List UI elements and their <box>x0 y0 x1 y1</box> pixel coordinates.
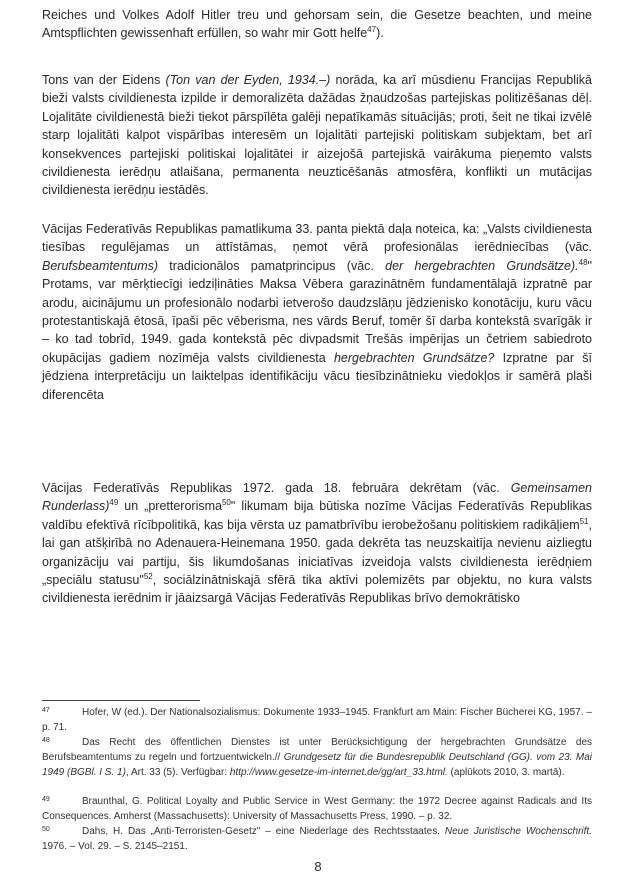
footnote-text: (aplūkots 2010, 3. martā). <box>447 766 565 778</box>
footnote-text: Braunthal, G. Political Loyalty and Public Service in West Germany: the 1972 Decree against Radicals and Its Consequences. Amherst (Massachusetts): University of Massachusetts Press, 1990. – p. 32. <box>42 796 592 822</box>
footnote-49 <box>42 795 592 825</box>
paragraph-eyden <box>42 71 592 200</box>
footnote-separator <box>42 700 200 701</box>
text-run: " likumam bija būtiska nozīme Vācijas Federatīvās Republikas valdību efektīvā rīcībpolitikā, kas bija vērsta uz pamatbrīvību ierobežošanu politiskiem radikāļiem <box>42 499 592 532</box>
italic-run: hergebrachten Grundsätze? <box>333 350 495 365</box>
footnote-ref-50[interactable]: 50 <box>221 498 231 508</box>
page-number: 8 <box>314 859 322 874</box>
footnote-52 <box>42 841 592 842</box>
italic-run <box>92 841 105 842</box>
footnote-link[interactable]: http://www.gesetze-im-internet.de/gg/art_33.html. <box>229 766 448 778</box>
footnote-ref-48[interactable]: 48 <box>578 257 588 267</box>
footnote-number: 48 <box>42 737 50 744</box>
paragraph-grundgesetz <box>42 220 592 404</box>
text-run: Reiches und Volkes Adolf Hitler treu und gehorsam sein, die Gesetze beachten, und meine Amtspflichten gewissenhaft erfüllen, so wahr mir Gott helfe <box>42 8 592 41</box>
footnote-text: , Art. 33 (5). Verfügbar: <box>125 766 230 778</box>
text-run: tradicionālos pamatprincipus (vāc. <box>158 258 386 273</box>
italic-run: Grundgesetz für die Bundesrepublik Deutschland (GG). vom 23. Mai 1949 (BGBl. I S. 1) <box>42 751 592 778</box>
footnote-text <box>43 841 92 842</box>
text-run: Vācijas Federatīvās Republikas pamatlikuma 33. panta piektā daļa noteica, ka: „Valsts civildienesta tiesības regulējamas un attīstāmas, ņemot vērā profesionālas ierēdniecības (vāc. <box>42 222 592 255</box>
italic-run <box>177 841 190 842</box>
text-run: un „pretterorisma <box>118 499 222 514</box>
footnote-number: 47 <box>42 707 50 714</box>
text-run: , lai gan atšķirībā no Adenauera-Heinemana 1950. gada dekrēta tas neuzskaitīja nevienu aizliegtu organizāciju vai partiju, šis likumdošanas iniciatīvas izveidoja valsts civildienesta ierēdņiem „speciālu statusu" <box>42 517 592 588</box>
footnote-overflow <box>42 840 592 858</box>
footnote-ref-52[interactable]: 52 <box>143 571 153 581</box>
text-run: Tons van der Eidens <box>42 73 166 87</box>
footnote-47 <box>42 706 592 736</box>
italic-run: Neue Juristische Wochenschrift. <box>444 826 592 837</box>
italic-run: der hergebrachten Grundsätze). <box>385 258 579 273</box>
footnote-text: Dahs, H. Das „Anti-Terroristen-Gesetz" – eine Niederlage des Rechtsstaates. <box>82 826 445 837</box>
text-run: , sociālzinātniskajā sfērā tika aktīvi polemizēts par objektu, no kura valsts civildienesta ierēdnim ir jāaizsargā Vācijas Federatīvās Republikas brīvo demokrātisko <box>42 573 592 606</box>
paragraph-oath-quote <box>42 6 592 43</box>
footnote-text: Hofer, W (ed.). Der Nationalsozialismus: Dokumente 1933–1945. Frankfurt am Main: Fischer Bücherei KG, 1957. – p. 71. <box>42 707 592 733</box>
italic-run: Gemeinsamen Runderlass) <box>42 481 592 514</box>
text-run: Izpratne par šī jēdziena interpretāciju un laiktelpas identifikāciju vācu tiesībzinātnieku viedokļos ir samērā plaši diferencēta <box>42 350 592 402</box>
footnote-number: 49 <box>42 796 50 803</box>
footnote-text <box>105 841 177 842</box>
footnote-48 <box>42 736 592 780</box>
paragraph-1972-decree <box>42 479 592 608</box>
footnote-ref-47[interactable]: 47 <box>367 25 377 35</box>
italic-run: (Ton van der Eyden, 1934.–) <box>165 73 331 87</box>
italic-run: Berufsbeamtentums) <box>42 258 159 273</box>
text-run: ). <box>376 26 384 41</box>
text-run: " Protams, var mērķtiecīgi iedziļināties Maksa Vēbera garazinātnēm fundamentālajā izpratnē par arodu, aicinājumu un profesionālo nodarbi ietverošo daudzslāņu jēdzienisko konotāciju, kuru vācu protestantiskajā ētosā, īpaši pēc vēberisma, nes vārds Beruf, tomēr šī darba kontekstā svarīgāk ir – ko tad tobrīd, 1949. gada kontekstā pēc divpadsmit Trešās impērijas un četriem sabiedroto okupācijas gadiem nozīmēja valsts civildienesta <box>42 258 592 365</box>
text-run: norāda, ka arī mūsdienu Francijas Republikā bieži valsts civildienesta izpilde ir demoralizēta dažādas žņaudzošas partejiskas politizēšanas dēļ. Lojalitāte civildienestā bieži tiekot pārspīlēta galēji nepatīkamās situācijās; proti, šeit ne tikai izvēlē starp lojalitāti kalpot vispārības interesēm un lojalitāti partejiski politiskam subjektam, bet arī konsekvences partejiski politiskai lojalitātei ir aizejošā partejiskā vairākuma pieņemto valsts civildienesta ierēdņu atlaišana, permanenta neuzticēšanās atmosfēra, konflikti un mutācijas civildienesta ierēdņu iestādēs. <box>42 73 592 198</box>
footnote-text: Das Recht des öffentlichen Dienstes ist unter Berücksichtigung der hergebrachten Grundsätze des Berufsbeamtentums zu regeln und fortzuentwickeln.// <box>42 737 592 763</box>
footnote-ref-49[interactable]: 49 <box>109 498 119 508</box>
footnote-ref-51[interactable]: 51 <box>579 516 589 526</box>
text-run: Vācijas Federatīvās Republikas 1972. gada 18. februāra dekrētam (vāc. <box>42 481 511 495</box>
footnote-number: 50 <box>42 826 50 833</box>
footnote-text: 1976. – Vol. 29. – S. 2145–2151. <box>42 840 188 852</box>
footnote-text <box>190 841 200 842</box>
